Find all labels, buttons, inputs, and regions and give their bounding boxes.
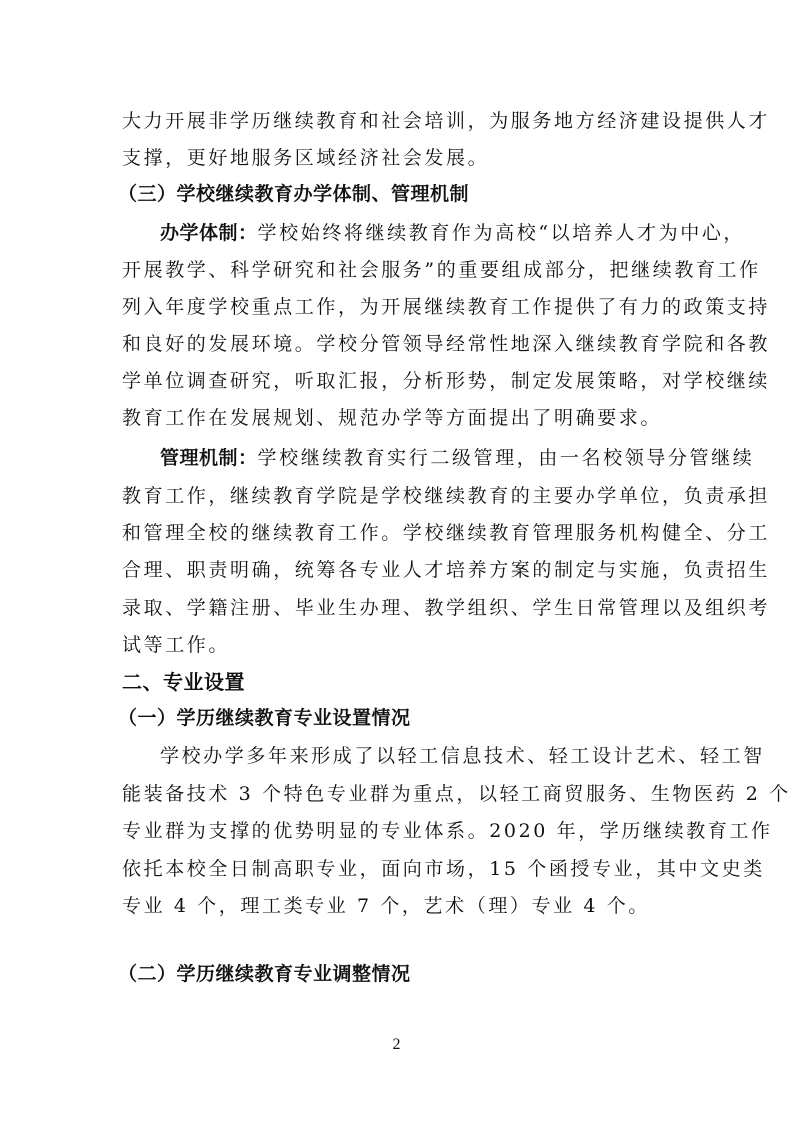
paragraph-line: 专业群为支撑的优势明显的专业体系。2020 年，学历继续教育工作	[122, 820, 773, 842]
paragraph-text: 学校继续教育实行二级管理，由一名校领导分管继续	[257, 447, 755, 469]
paragraph-line: 学校办学多年来形成了以轻工信息技术、轻工设计艺术、轻工智	[160, 745, 765, 767]
paragraph-line: 支撑，更好地服务区域经济社会发展。	[122, 147, 490, 169]
paragraph-line: 大力开展非学历继续教育和社会培训，为服务地方经济建设提供人才	[122, 110, 771, 132]
paragraph-line: 录取、学籍注册、毕业生办理、教学组织、学生日常管理以及组织考	[122, 597, 771, 619]
paragraph-line: 开展教学、科学研究和社会服务”的重要组成部分，把继续教育工作	[122, 259, 761, 281]
paragraph-line: 列入年度学校重点工作，为开展继续教育工作提供了有力的政策支持	[122, 296, 771, 318]
paragraph-line: 合理、职责明确，统筹各专业人才培养方案的制定与实施，负责招生	[122, 559, 771, 581]
paragraph-line: 能装备技术 3 个特色专业群为重点，以轻工商贸服务、生物医药 2 个	[122, 783, 791, 805]
paragraph-line: 依托本校全日制高职专业，面向市场，15 个函授专业，其中文史类	[122, 858, 765, 880]
paragraph-line	[160, 446, 754, 470]
page-number: 2	[392, 1036, 401, 1053]
subsection-heading: （三）学校继续教育办学体制、管理机制	[118, 183, 470, 205]
paragraph-line: 和良好的发展环境。学校分管领导经常性地深入继续教育学院和各教	[122, 333, 771, 355]
term-label: 管理机制：	[160, 447, 258, 469]
paragraph-line: 专业 4 个，理工类专业 7 个，艺术（理）专业 4 个。	[122, 895, 650, 917]
paragraph-line: 教育工作，继续教育学院是学校继续教育的主要办学单位，负责承担	[122, 485, 771, 507]
term-label: 办学体制：	[160, 222, 258, 244]
section-heading: 二、专业设置	[122, 670, 245, 694]
paragraph-line: 试等工作。	[122, 634, 231, 656]
paragraph-line: 教育工作在发展规划、规范办学等方面提出了明确要求。	[122, 407, 663, 429]
paragraph-line: 和管理全校的继续教育工作。学校继续教育管理服务机构健全、分工	[122, 522, 771, 544]
paragraph-text: 学校始终将继续教育作为高校“以培养人才为中心，	[257, 222, 746, 244]
subsection-heading: （二）学历继续教育专业调整情况	[118, 963, 411, 985]
paragraph-line: 学单位调查研究，听取汇报，分析形势，制定发展策略，对学校继续	[122, 370, 771, 392]
paragraph-line	[160, 221, 745, 245]
subsection-heading: （一）学历继续教育专业设置情况	[118, 707, 411, 729]
